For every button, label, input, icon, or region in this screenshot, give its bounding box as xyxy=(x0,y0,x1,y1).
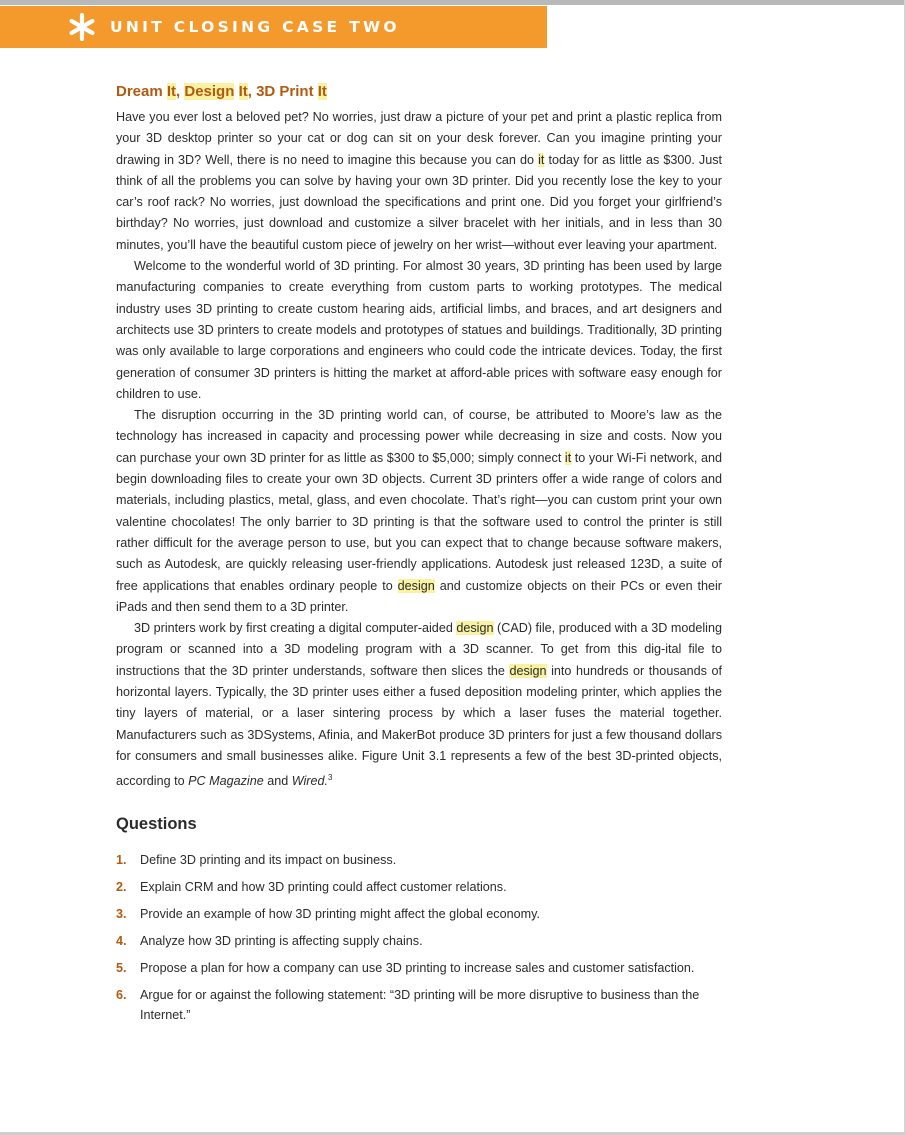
highlight-it: It xyxy=(238,83,248,100)
question-text: Analyze how 3D printing is affecting supply chains. xyxy=(140,933,423,948)
question-item xyxy=(116,985,722,1025)
question-text: Propose a plan for how a company can use 3D printing to increase sales and customer satisfaction. xyxy=(140,960,695,975)
pc-magazine-citation: PC Magazine xyxy=(188,774,264,789)
highlight-design: design xyxy=(509,663,547,678)
highlight-it: It xyxy=(317,83,327,100)
paragraph-3: The disruption occurring in the 3D printing world can, of course, be attributed to Moore’s law as the technology has increased in capacity and processing power while decreasing in size and costs. Now you can purchase your own 3D printer for as little as $300 to $5,000; simply connect it to your Wi-Fi network, and begin downloading files to create your own 3D objects. Current 3D printers offer a wide range of colors and materials, including plastics, metal, glass, and even chocolate. That’s right—you can custom print your own valentine chocolates! The only barrier to 3D printing is that the software used to control the printer is still rather difficult for the average person to use, but you can expect that to change because software makers, such as Autodesk, are quickly releasing user-friendly applications. Autodesk just released 123D, a suite of free applications that enables ordinary people to design and customize objects on their PCs or even their iPads and then send them to a 3D printer. xyxy=(116,408,722,614)
questions-heading: Questions xyxy=(116,814,197,833)
paragraph-2: Welcome to the wonderful world of 3D printing. For almost 30 years, 3D printing has been used by large manufacturing companies to create everything from custom parts to working prototypes. The medical industry uses 3D printing to create custom hearing aids, artificial limbs, and braces, and art designers and architects use 3D printers to create models and prototypes of statues and buildings. Traditionally, 3D printing was only available to large corporations and engineers who could code the intricate devices. Today, the first generation of consumer 3D printers is hitting the market at afford-able prices with software easy enough for children to use. xyxy=(116,259,722,401)
asterisk-star-icon xyxy=(68,13,96,41)
wired-citation: Wired. xyxy=(291,774,329,789)
question-number: 4. xyxy=(116,933,127,948)
question-item xyxy=(116,931,722,951)
highlight-design: design xyxy=(397,578,435,593)
case-body xyxy=(116,107,722,793)
question-number: 1. xyxy=(116,852,127,867)
paragraph-1: Have you ever lost a beloved pet? No worries, just draw a picture of your pet and print a plastic replica from your 3D desktop printer so your cat or dog can sit on your desk forever. Can you imagine printing your drawing in 3D? Well, there is no need to imagine this because you can do it today for as little as $300. Just think of all the problems you can solve by having your own 3D printer. Did you recently lose the key to your car’s roof rack? No worries, just download the specifications and print one. Did you forget your girlfriend’s birthday? No worries, just download and customize a silver bracelet with her initials, and in less than 30 minutes, you’ll have the beautiful custom piece of jewelry on her wrist—without ever leaving your apartment. xyxy=(116,110,722,252)
highlight-design: Design xyxy=(184,83,235,100)
unit-closing-case-banner xyxy=(0,6,547,48)
questions-list xyxy=(116,850,722,1025)
paragraph-4: 3D printers work by first creating a digital computer-aided design (CAD) file, produced with a 3D modeling program or scanned into a 3D modeling program with a 3D scanner. To get from this dig-ital file to instructions that the 3D printer understands, software then slices the design into hundreds or thousands of horizontal layers. Typically, the 3D printer uses either a fused deposition modeling printer, which applies the tiny layers of material, or a laser sintering process by which a laser fuses the material together. Manufacturers such as 3DSystems, Afinia, and MakerBot produce 3D printers for just a few thousand dollars for consumers and small businesses alike. Figure Unit 3.1 represents a few of the best 3D-printed objects, according to PC Magazine and Wired.$^3$ xyxy=(116,621,722,789)
question-number: 3. xyxy=(116,906,127,921)
question-item xyxy=(116,850,722,870)
footnote-marker: 3 xyxy=(328,773,333,783)
question-item xyxy=(116,877,722,897)
highlight-design: design xyxy=(456,621,494,636)
question-text: Define 3D printing and its impact on business. xyxy=(140,852,397,867)
question-number: 5. xyxy=(116,960,127,975)
question-item xyxy=(116,904,722,924)
highlight-it: it xyxy=(538,152,545,167)
question-text: Explain CRM and how 3D printing could affect customer relations. xyxy=(140,879,507,894)
highlight-it: it xyxy=(564,450,572,465)
highlight-it: It xyxy=(166,83,177,100)
question-text: Argue for or against the following statement: “3D printing will be more disruptive to business than the Internet.” xyxy=(140,987,700,1022)
case-title: Dream It, Design It, 3D Print It xyxy=(116,83,327,100)
question-number: 6. xyxy=(116,987,127,1002)
question-number: 2. xyxy=(116,879,127,894)
case-content xyxy=(116,82,722,1032)
question-item xyxy=(116,958,722,978)
question-text: Provide an example of how 3D printing might affect the global economy. xyxy=(140,906,540,921)
top-rule xyxy=(0,0,906,5)
banner-title: UNIT CLOSING CASE TWO xyxy=(110,18,400,36)
